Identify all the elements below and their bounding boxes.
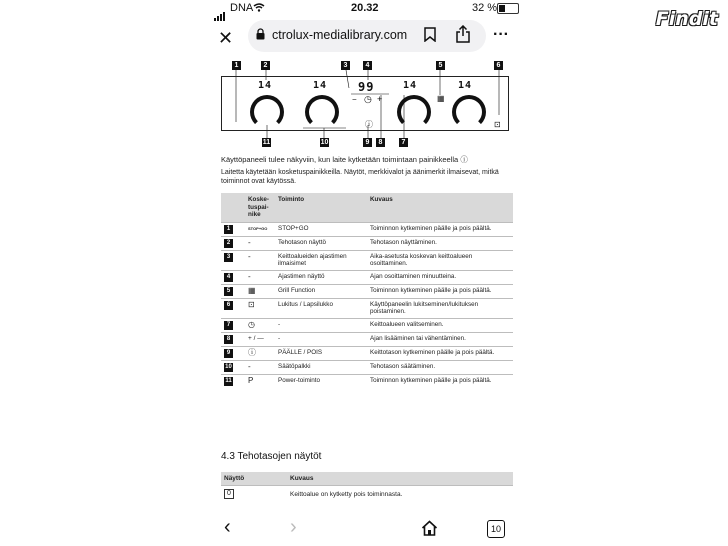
row-number: 9 <box>224 349 233 358</box>
header-description: Kuvaus <box>367 193 513 222</box>
table-row <box>221 332 513 346</box>
row-symbol: - <box>248 271 251 281</box>
row-number: 6 <box>224 301 233 310</box>
row-description: Keittotason kytkeminen päälle ja pois päältä. <box>367 346 513 360</box>
row-function: Tehotason näyttö <box>275 236 367 250</box>
section-title: 4.3 Tehotasojen näytöt <box>221 451 322 462</box>
row-symbol: + / — <box>248 334 264 342</box>
clock: 20.32 <box>351 2 379 14</box>
row-description: Keittoalueen valitseminen. <box>367 318 513 332</box>
row-number: 7 <box>224 321 233 330</box>
functions-table <box>221 193 513 388</box>
zone-3-slider <box>397 95 431 129</box>
carrier-name: DNA <box>230 2 254 14</box>
row-number: 3 <box>224 253 233 262</box>
display-symbol: 0 <box>224 489 234 499</box>
zone-4-digits: 14 <box>458 80 473 91</box>
row-description: Toiminnon kytkeminen päälle ja pois päältä. <box>367 222 513 236</box>
callout-1: 1 <box>232 61 241 70</box>
battery-percent: 32 % <box>472 2 498 14</box>
row-symbol: - <box>248 251 251 261</box>
tabs-button[interactable]: 10 <box>487 520 505 538</box>
plus-icon: + <box>377 94 383 104</box>
intro-paragraph: Laitetta käytetään kosketuspainikkeilla. Näytöt, merkkivalot ja äänimerkit ilmaisevat, mitkä toiminnot ovat käytössä. <box>221 169 499 185</box>
row-number: 2 <box>224 239 233 248</box>
table-row <box>221 374 513 388</box>
row-description: Toiminnon kytkeminen päälle ja pois päältä. <box>367 374 513 388</box>
row-function: Säätöpalkki <box>275 360 367 374</box>
table-row <box>221 250 513 270</box>
display-description: Keittoalue on kytketty pois toiminnasta. <box>287 486 513 503</box>
url-text[interactable]: ctrolux-medialibrary.com <box>272 28 408 42</box>
row-function: Lukitus / Lapsilukko <box>275 298 367 318</box>
row-description: Toiminnon kytkeminen päälle ja pois päältä. <box>367 284 513 298</box>
row-function: Grill Function <box>275 284 367 298</box>
row-function: PÄÄLLE / POIS <box>275 346 367 360</box>
callout-11: 11 <box>262 139 271 146</box>
zone-3-digits: 14 <box>403 80 418 91</box>
findit-watermark: Findit <box>655 8 718 30</box>
callout-7: 7 <box>399 138 408 147</box>
zone-1-digits: 14 <box>258 80 273 91</box>
row-function: Keittoalueiden ajastimen ilmaisimet <box>275 250 367 270</box>
row-symbol: ▦ <box>248 285 256 295</box>
row-function: Ajastimen näyttö <box>275 270 367 284</box>
row-number: 4 <box>224 273 233 282</box>
zone-4-slider <box>452 95 486 129</box>
callout-3: 3 <box>341 61 350 70</box>
more-options-icon[interactable]: ··· <box>493 26 509 43</box>
row-number: 8 <box>224 335 233 344</box>
row-symbol: ◷ <box>248 319 255 329</box>
table-row <box>221 298 513 318</box>
grill-icon: ▦ <box>437 94 445 103</box>
row-description: Tehotason säätäminen. <box>367 360 513 374</box>
table-header-row: Näyttö Kuvaus <box>221 472 513 486</box>
table-row <box>221 222 513 236</box>
table-row <box>221 360 513 374</box>
row-description: Ajan lisääminen tai vähentäminen. <box>367 332 513 346</box>
minus-icon: − <box>352 95 357 104</box>
intro-line: Käyttöpaneeli tulee näkyviin, kun laite kytketään toimintaan painikkeella ⓘ <box>221 155 468 164</box>
row-function: STOP+GO <box>275 222 367 236</box>
row-function: - <box>275 318 367 332</box>
stopgo-symbol: STOP+GO <box>248 225 268 231</box>
row-description: Ajan osoittaminen minuutteina. <box>367 270 513 284</box>
row-symbol: ⓘ <box>248 347 256 357</box>
wifi-icon <box>253 3 265 12</box>
callout-6: 6 <box>494 61 503 70</box>
close-icon[interactable]: ✕ <box>218 28 234 48</box>
bookmark-icon[interactable] <box>424 27 436 42</box>
home-icon[interactable] <box>421 520 438 536</box>
status-bar <box>0 0 728 18</box>
row-symbol: - <box>248 361 251 371</box>
row-number: 5 <box>224 287 233 296</box>
timer-icon: ◷ <box>364 94 372 104</box>
zone-2-digits: 14 <box>313 80 328 91</box>
callout-10: 10 <box>320 139 329 146</box>
lock-key-icon: ⊡ <box>494 120 501 129</box>
row-symbol: ⊡ <box>248 299 255 309</box>
row-number: 1 <box>224 225 233 234</box>
power-icon: ⓘ <box>365 120 373 129</box>
table-row <box>221 486 513 503</box>
table-row <box>221 236 513 250</box>
table-row <box>221 284 513 298</box>
row-symbol: - <box>248 237 251 247</box>
share-icon[interactable] <box>456 25 470 43</box>
battery-icon <box>497 3 519 14</box>
row-description: Käyttöpaneelin lukitseminen/lukituksen poistaminen. <box>367 298 513 318</box>
callout-5: 5 <box>436 61 445 70</box>
callout-9: 9 <box>363 138 372 147</box>
signal-icon <box>214 3 226 21</box>
table-row <box>221 346 513 360</box>
table-row <box>221 318 513 332</box>
forward-chevron-icon[interactable]: › <box>290 516 297 538</box>
timer-digits: 99 <box>358 80 375 94</box>
row-function: Power-toiminto <box>275 374 367 388</box>
header-function: Toiminto <box>275 193 367 222</box>
zone-2-slider <box>305 95 339 129</box>
power-symbol-icon: ⓘ <box>460 155 468 164</box>
row-number: 10 <box>225 363 232 370</box>
lock-icon <box>256 28 265 40</box>
row-function: - <box>275 332 367 346</box>
display-table <box>221 472 513 502</box>
back-chevron-icon[interactable]: ‹ <box>224 516 231 538</box>
row-number: 11 <box>225 377 232 384</box>
header-symbol: Koske-tuspai-nike <box>245 193 275 222</box>
row-symbol: P <box>248 375 254 385</box>
row-description: Aika-asetusta koskevan keittoalueen osoittaminen. <box>367 250 513 270</box>
callout-2: 2 <box>261 61 270 70</box>
callout-4: 4 <box>363 61 372 70</box>
zone-1-slider <box>250 95 284 129</box>
callout-8: 8 <box>376 138 385 147</box>
table-row <box>221 270 513 284</box>
table-header-row <box>221 193 513 222</box>
row-description: Tehotason näyttäminen. <box>367 236 513 250</box>
